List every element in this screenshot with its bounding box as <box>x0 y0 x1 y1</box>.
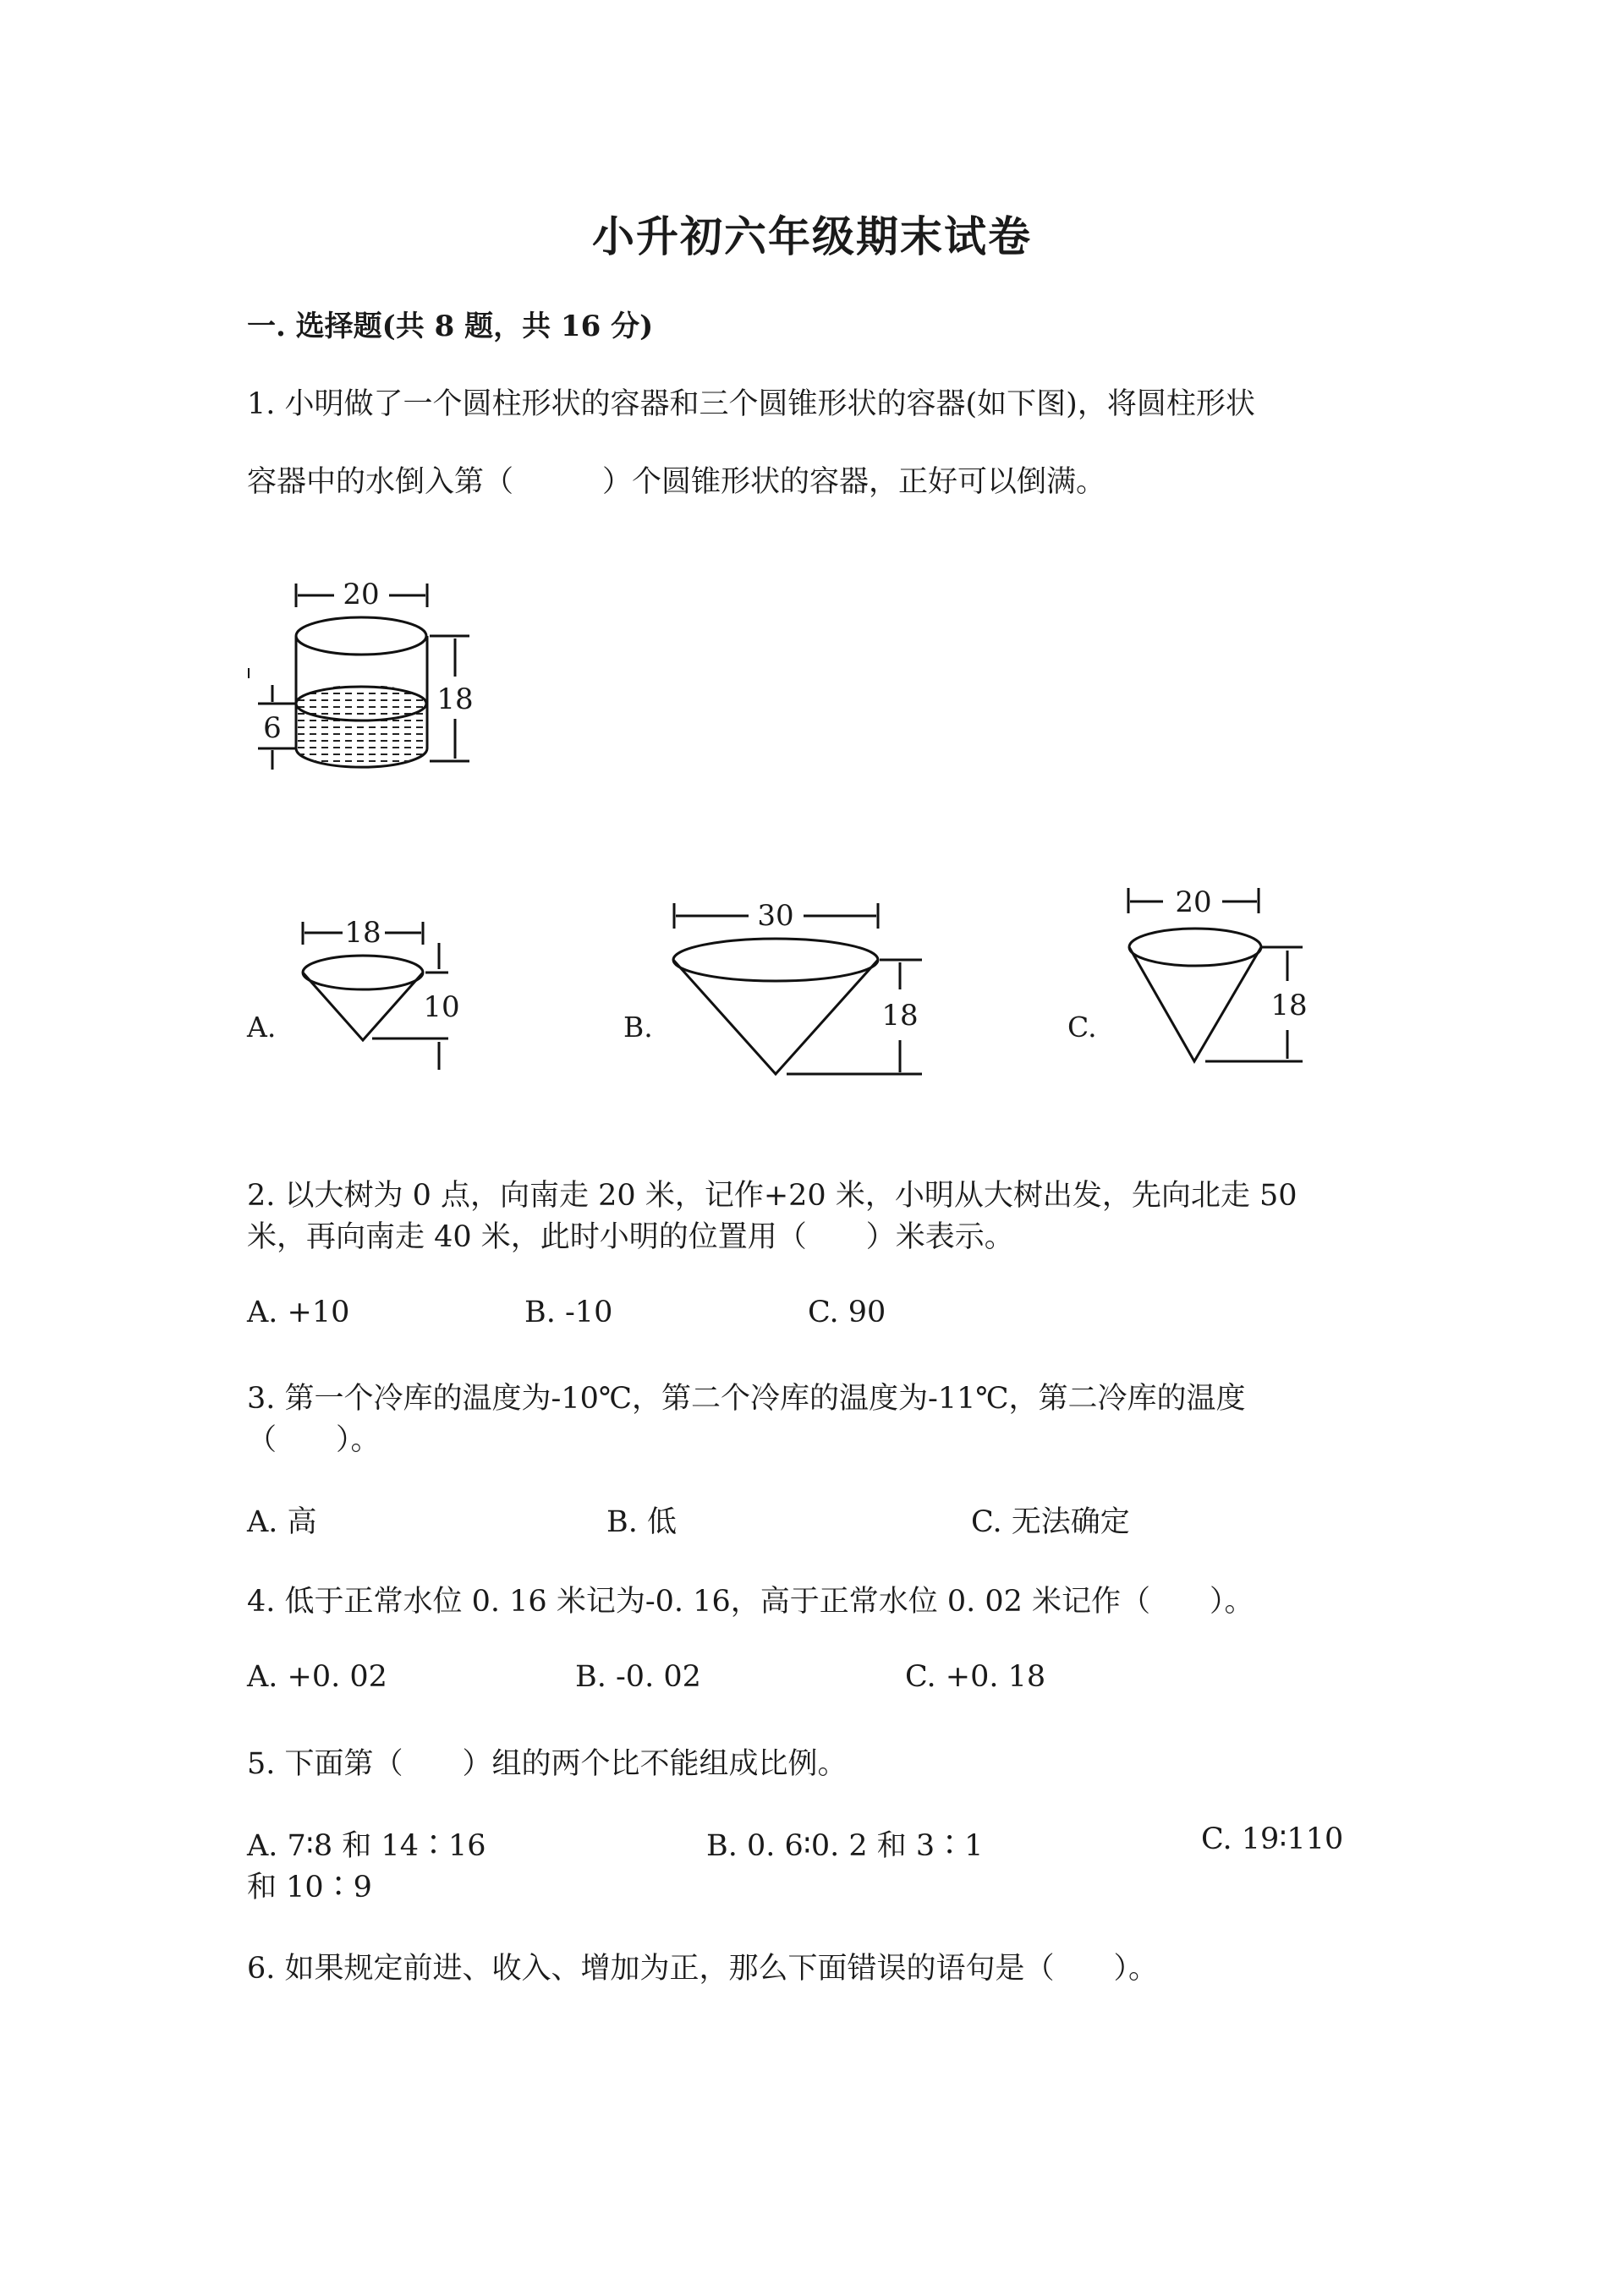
q3-option-c: C. 无法确定 <box>971 1505 1130 1539</box>
cone-b-diameter-label: 30 <box>757 899 794 933</box>
question-2-line-1: 2. 以大树为 0 点，向南走 20 米，记作+20 米，小明从大树出发，先向北走 50 <box>247 1179 1298 1213</box>
question-3-line-1: 3. 第一个冷库的温度为-10℃，第二个冷库的温度为-11℃，第二冷库的温度 <box>247 1382 1246 1416</box>
cylinder-diameter-label: 20 <box>343 578 380 611</box>
cone-c-height-label: 18 <box>1270 989 1308 1022</box>
q4-option-c: C. +0. 18 <box>905 1660 1046 1694</box>
question-6-line-1: 6. 如果规定前进、收入、增加为正，那么下面错误的语句是（ ）。 <box>247 1952 1159 1986</box>
q4-option-b: B. -0. 02 <box>575 1660 701 1694</box>
section-heading: 一. 选择题(共 8 题，共 16 分) <box>247 310 654 343</box>
q5-option-b: B. 0. 6∶0. 2 和 3∶1 <box>706 1829 984 1863</box>
q5-option-a: A. 7∶8 和 14∶16 <box>247 1829 486 1863</box>
cone-b-figure <box>673 903 922 1074</box>
page-title: 小升初六年级期末试卷 <box>592 211 1032 261</box>
cone-b-height-label: 18 <box>881 999 919 1033</box>
q5-option-c: C. 19∶110 <box>1201 1822 1344 1856</box>
question-2-line-2: 米，再向南走 40 米，此时小明的位置用（ ）米表示。 <box>247 1220 1014 1254</box>
question-4-line-1: 4. 低于正常水位 0. 16 米记为-0. 16，高于正常水位 0. 02 米记作（ ）。 <box>247 1585 1254 1619</box>
q3-option-b: B. 低 <box>606 1505 677 1539</box>
question-1-line-1: 1. 小明做了一个圆柱形状的容器和三个圆锥形状的容器(如下图)，将圆柱形状 <box>247 387 1255 421</box>
cylinder-height-label: 18 <box>436 682 474 716</box>
cone-c-figure <box>1128 888 1303 1061</box>
cone-a-diameter-label: 18 <box>344 916 381 950</box>
water-height-label: 6 <box>263 711 282 745</box>
q2-option-c: C. 90 <box>808 1296 886 1329</box>
cone-a-option: A. <box>247 1011 277 1044</box>
cylinder-figure <box>249 584 469 770</box>
question-3-line-2: （ ）。 <box>247 1423 381 1457</box>
cone-c-option: C. <box>1067 1011 1097 1044</box>
q2-option-b: B. -10 <box>524 1296 613 1329</box>
question-1-line-2: 容器中的水倒入第（ ）个圆锥形状的容器，正好可以倒满。 <box>247 465 1106 499</box>
question-5-line-1: 5. 下面第（ ）组的两个比不能组成比例。 <box>247 1747 848 1781</box>
q3-option-a: A. 高 <box>247 1505 317 1539</box>
q4-option-a: A. +0. 02 <box>247 1660 387 1694</box>
cone-a-height-label: 10 <box>423 990 460 1024</box>
q2-option-a: A. +10 <box>247 1296 350 1329</box>
q5-option-c-continued: 和 10∶9 <box>247 1871 372 1904</box>
cone-b-option: B. <box>623 1011 653 1044</box>
cone-c-diameter-label: 20 <box>1175 885 1212 919</box>
